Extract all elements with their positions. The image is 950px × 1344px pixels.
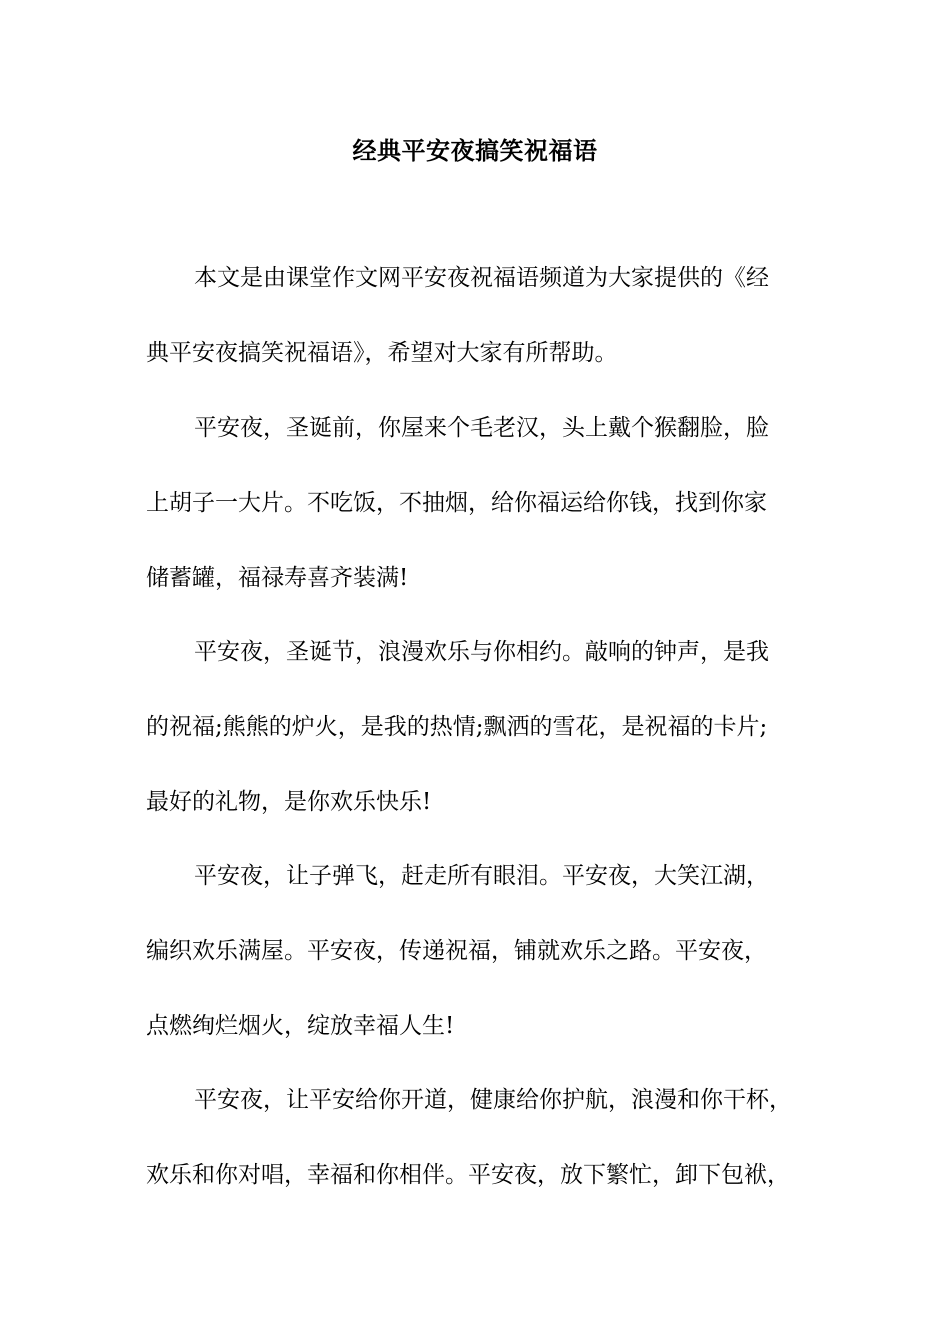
paragraph-4	[146, 856, 826, 1081]
paragraph-line: 本文是由课堂作文网平安夜祝福语频道为大家提供的《经	[194, 265, 769, 291]
document-title: 经典平安夜搞笑祝福语	[352, 136, 598, 165]
paragraph-line: 平安夜，圣诞前，你屋来个毛老汉，头上戴个猴翻脸，脸	[194, 415, 769, 441]
paragraph-line: 储蓄罐，福禄寿喜齐装满!	[146, 565, 409, 591]
paragraph-1	[146, 258, 826, 408]
paragraph-line: 欢乐和你对唱，幸福和你相伴。平安夜，放下繁忙，卸下包袱，	[146, 1162, 790, 1188]
paragraph-line: 典平安夜搞笑祝福语》，希望对大家有所帮助。	[146, 340, 618, 366]
paragraph-line: 平安夜，让平安给你开道，健康给你护航，浪漫和你干杯，	[194, 1087, 792, 1113]
paragraph-line: 平安夜，让子弹飞，赶走所有眼泪。平安夜，大笑江湖，	[194, 863, 769, 889]
paragraph-3	[146, 632, 826, 857]
paragraph-line: 平安夜，圣诞节，浪漫欢乐与你相约。敲响的钟声，是我	[194, 639, 769, 665]
paragraph-line: 上胡子一大片。不吃饭，不抽烟，给你福运给你钱，找到你家	[146, 490, 767, 516]
paragraph-2	[146, 408, 826, 633]
paragraph-line: 编织欢乐满屋。平安夜，传递祝福，铺就欢乐之路。平安夜，	[146, 938, 767, 964]
paragraph-line: 最好的礼物，是你欢乐快乐!	[146, 789, 432, 815]
paragraph-line: 点燃绚烂烟火，绽放幸福人生!	[146, 1013, 455, 1039]
paragraph-line: 的祝福;熊熊的炉火，是我的热情;飘洒的雪花，是祝福的卡片;	[146, 714, 768, 740]
paragraph-5	[146, 1080, 826, 1230]
